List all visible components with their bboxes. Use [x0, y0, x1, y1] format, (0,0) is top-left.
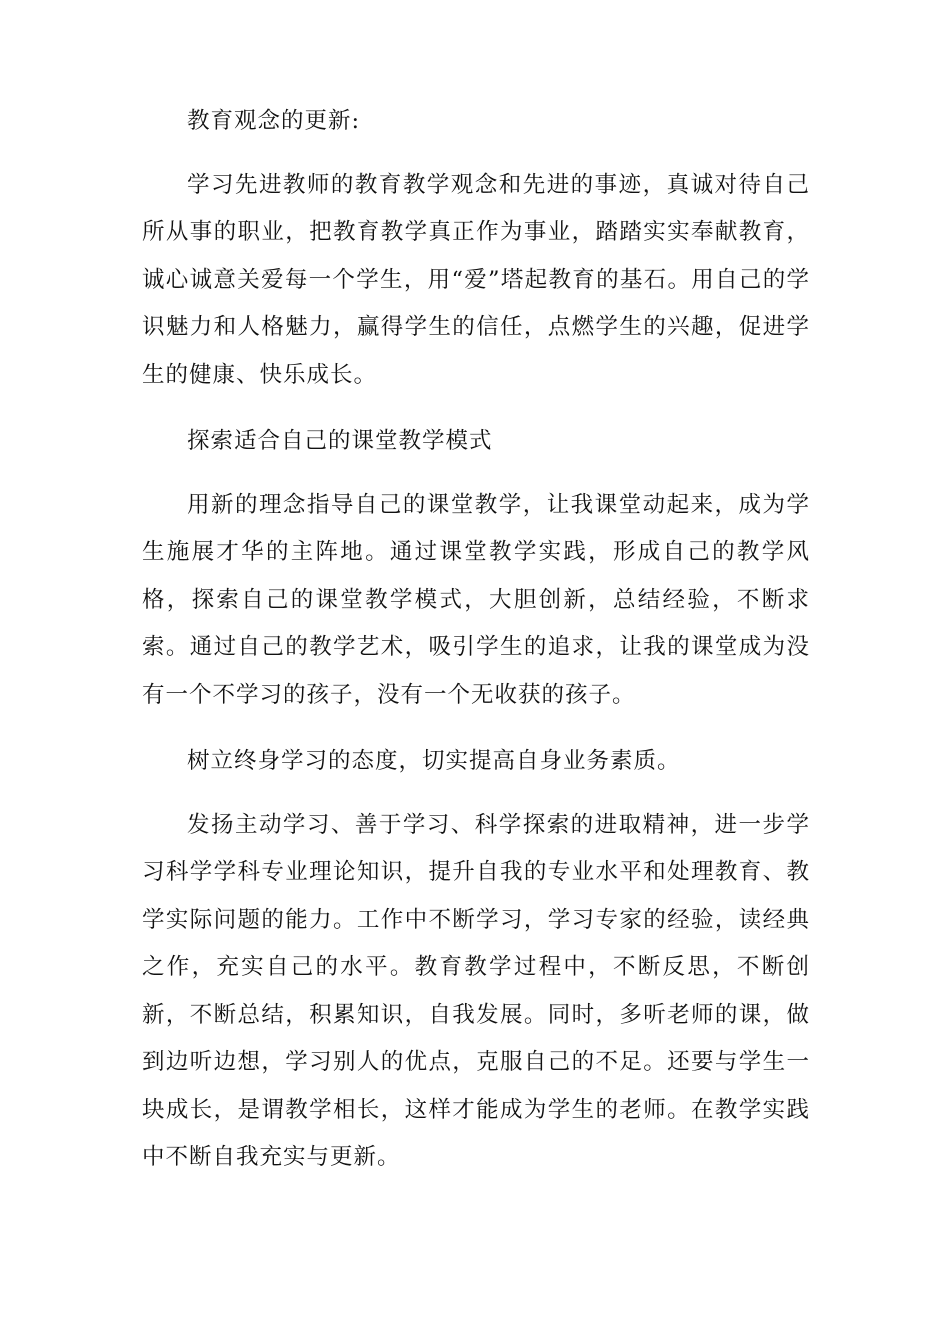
paragraph-learn-from-advanced-teachers: 学习先进教师的教育教学观念和先进的事迹，真诚对待自己所从事的职业，把教育教学真正作为事业，踏踏实实奉献教育，诚心诚意关爱每一个学生，用“爱”塔起教育的基石。用自己的学识魅力和人格魅力，赢得学生的信任，点燃学生的兴趣，促进学生的健康、快乐成长。 — [142, 171, 810, 388]
section-heading-education-concept: 教育观念的更新: — [187, 108, 361, 134]
section-heading-classroom-model: 探索适合自己的课堂教学模式 — [187, 428, 493, 454]
paragraph-classroom-teaching: 用新的理念指导自己的课堂教学，让我课堂动起来，成为学生施展才华的主阵地。通过课堂教学实践，形成自己的教学风格，探索自己的课堂教学模式，大胆创新，总结经验，不断求索。通过自己的教学艺术，吸引学生的追求，让我的课堂成为没有一个不学习的孩子，没有一个无收获的孩子。 — [142, 491, 810, 708]
section-heading-lifelong-learning: 树立终身学习的态度，切实提高自身业务素质。 — [187, 748, 681, 774]
paragraph-professional-growth: 发扬主动学习、善于学习、科学探索的进取精神，进一步学习科学学科专业理论知识，提升自我的专业水平和处理教育、教学实际问题的能力。工作中不断学习，学习专家的经验，读经典之作，充实自己的水平。教育教学过程中，不断反思，不断创新，不断总结，积累知识，自我发展。同时，多听老师的课，做到边听边想，学习别人的优点，克服自己的不足。还要与学生一块成长，是谓教学相长，这样才能成为学生的老师。在教学实践中不断自我充实与更新。 — [142, 811, 810, 1170]
document-body — [142, 98, 810, 1201]
